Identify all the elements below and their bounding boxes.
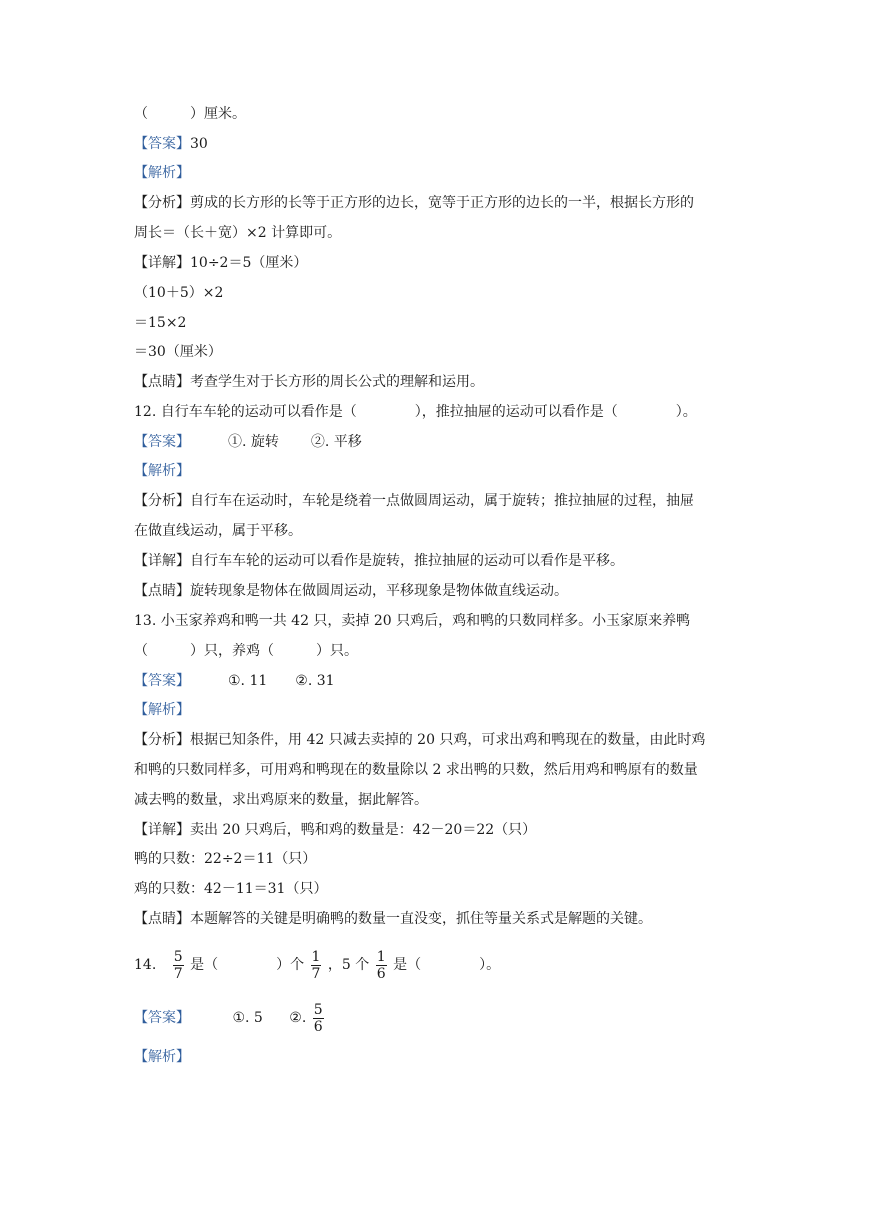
fraction-5-7: $\frac{5}{7}$ [173, 948, 183, 982]
q11-continuation: （ ）厘米。 [134, 106, 246, 122]
q13-xiangjie-line-2: 鸭的只数：22÷2＝11（只） [134, 851, 317, 867]
jiexi-tag: 【解析】 [134, 463, 190, 479]
q12-jiexi-line [134, 461, 190, 481]
q12-question: 12. 自行车车轮的运动可以看作是（ ），推拉抽屉的运动可以看作是（ ）。 [134, 404, 697, 420]
jiexi-tag: 【解析】 [134, 1049, 190, 1065]
fenxi-tag: 【分析】 [134, 195, 190, 211]
answer-1: ①. 旋转 [228, 434, 279, 450]
q11-jiexi-line [134, 163, 190, 183]
q11-fenxi-line-1: 【分析】剪成的长方形的长等于正方形的边长，宽等于正方形的边长的一半，根据长方形的 [134, 195, 694, 211]
q12-fenxi-line-1: 【分析】自行车在运动时，车轮是绕着一点做圆周运动，属于旋转；推拉抽屉的过程，抽屉 [134, 493, 694, 509]
q11-xiangjie-line-1: 【详解】10÷2＝5（厘米） [134, 255, 308, 271]
q11-dianjing-line: 【点睛】考查学生对于长方形的周长公式的理解和运用。 [134, 374, 484, 390]
q12-answer-line [134, 432, 362, 452]
q12-xiangjie-line: 【详解】自行车车轮的运动可以看作是旋转，推拉抽屉的运动可以看作是平移。 [134, 553, 624, 569]
dianjing-tag: 【点睛】 [134, 374, 190, 390]
q13-fenxi-line-2: 和鸭的只数同样多，可用鸡和鸭现在的数量除以 2 求出鸭的只数，然后用鸡和鸭原有的数量 [134, 762, 698, 778]
q13-xiangjie-line-1: 【详解】卖出 20 只鸡后，鸭和鸡的数量是：42－20＝22（只） [134, 822, 537, 838]
q11-xiangjie-line-4: ＝30（厘米） [134, 344, 222, 360]
q11-xiangjie-line-2: （10＋5）×2 [134, 285, 224, 301]
dianjing-tag: 【点睛】 [134, 911, 190, 927]
answer-1: ①. 5 [232, 1010, 263, 1026]
fraction-1-6: $\frac{1}{6}$ [376, 948, 386, 982]
q14-jiexi-line [134, 1047, 190, 1067]
xiangjie-tag: 【详解】 [134, 553, 190, 569]
answer-1: ①. 11 [228, 673, 268, 689]
answer-tag: 【答案】 [134, 673, 190, 689]
q11-xiangjie-line-3: ＝15×2 [134, 315, 187, 331]
answer-value: 30 [190, 136, 208, 152]
q13-jiexi-line [134, 700, 190, 720]
fenxi-tag: 【分析】 [134, 493, 190, 509]
dianjing-tag: 【点睛】 [134, 583, 190, 599]
jiexi-tag: 【解析】 [134, 702, 190, 718]
q13-dianjing-line: 【点睛】本题解答的关键是明确鸭的数量一直没变，抓住等量关系式是解题的关键。 [134, 911, 652, 927]
q13-answer-line [134, 671, 335, 691]
q13-fenxi-line-3: 减去鸭的数量，求出鸡原来的数量，据此解答。 [134, 792, 428, 808]
q13-question-line-2: （ ）只，养鸡（ ）只。 [134, 643, 358, 659]
q13-fenxi-line-1: 【分析】根据已知条件，用 42 只减去卖掉的 20 只鸡，可求出鸡和鸭现在的数量，由此时鸡 [134, 732, 706, 748]
q14-question: 14. $\frac{5}{7}$ 是（ ）个 $\frac{1}{7}$ ，5 个 $\frac{1}{6}$ 是（ ）。 [134, 948, 501, 982]
answer-2: ②. 平移 [310, 434, 362, 450]
fraction-5-6: $\frac{5}{6}$ [313, 1001, 323, 1035]
jiexi-tag: 【解析】 [134, 165, 190, 181]
q11-fenxi-line-2: 周长＝（长＋宽）×2 计算即可。 [134, 225, 342, 241]
q13-question-line-1: 13. 小玉家养鸡和鸭一共 42 只，卖掉 20 只鸡后，鸡和鸭的只数同样多。小玉家原来养鸭 [134, 613, 691, 629]
q12-dianjing-line: 【点睛】旋转现象是物体在做圆周运动，平移现象是物体做直线运动。 [134, 583, 568, 599]
answer-tag: 【答案】 [134, 1010, 190, 1026]
q12-fenxi-line-2: 在做直线运动，属于平移。 [134, 523, 302, 539]
answer-tag: 【答案】 [134, 434, 190, 450]
answer-tag: 【答案】 [134, 136, 190, 152]
answer-2: ②. 31 [295, 673, 335, 689]
fraction-1-7: $\frac{1}{7}$ [311, 948, 321, 982]
q11-answer-line [134, 134, 208, 154]
q14-answer-line [134, 1000, 326, 1036]
xiangjie-tag: 【详解】 [134, 255, 190, 271]
xiangjie-tag: 【详解】 [134, 822, 190, 838]
fenxi-tag: 【分析】 [134, 732, 190, 748]
q13-xiangjie-line-3: 鸡的只数：42－11＝31（只） [134, 881, 328, 897]
answer-2: ②. [289, 1010, 307, 1026]
